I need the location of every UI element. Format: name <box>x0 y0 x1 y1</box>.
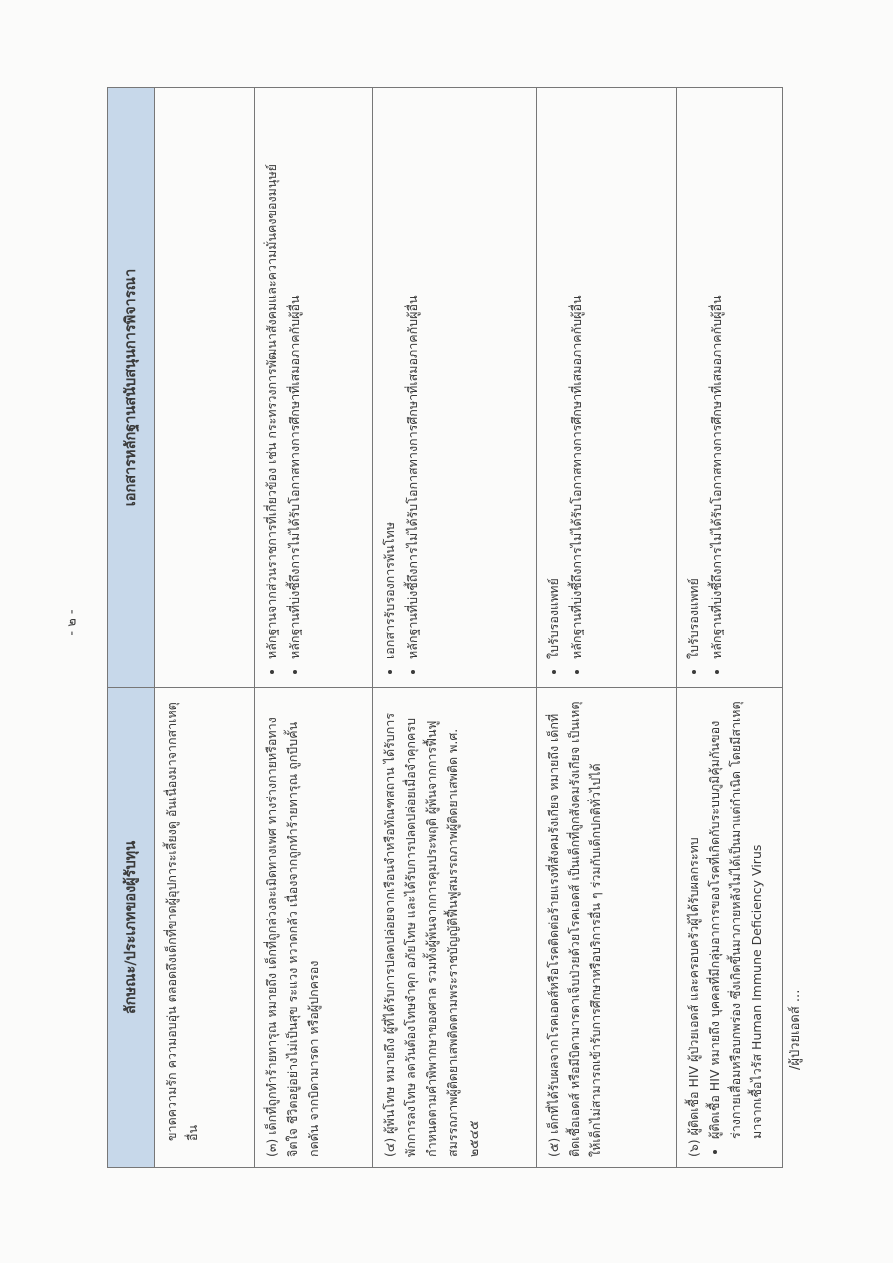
recipient-type-cell <box>677 688 783 1168</box>
recipient-type-cell <box>537 688 677 1168</box>
list-item: • หลักฐานที่บ่งชี้ถึงการไม่ได้รับโอกาสทางการศึกษาที่เสมอภาคกับผู้อื่น <box>402 98 423 659</box>
list-item: • ใบรับรองแพทย์ <box>683 98 704 659</box>
table-row <box>537 88 677 1168</box>
continuation-note: /ผู้ป่วยเอดส์ ... <box>788 989 803 1070</box>
eligibility-table-frame <box>107 88 783 1168</box>
documents-cell <box>537 88 677 688</box>
documents-list <box>683 98 727 677</box>
header-recipient-type: ลักษณะ/ประเภทของผู้รับทุน <box>108 688 155 1168</box>
documents-list <box>543 98 587 677</box>
recipient-type-text: (๔) ผู้พ้นโทษ หมายถึง ผู้ที่ได้รับการปลดปล่อยจากเรือนจำหรือทัณฑสถาน ได้รับการพักการลงโทษ ลดวันต้องโทษจำคุก อภัยโทษ และได้รับการปลดปล่อยเมื่อจำคุกครบกำหนดตามคำพิพากษาของศาล รวมทั้งผู้พ้นจากการคุมประพฤติ ผู้พ้นจากการฟื้นฟูสมรรถภาพผู้ติดยาเสพติดตามพระราชบัญญัติฟื้นฟูสมรรถภาพผู้ติดยาเสพติด พ.ศ. ๒๕๔๕ <box>382 712 481 1157</box>
table-header-row <box>108 88 155 1168</box>
recipient-type-text: (๕) เด็กที่ได้รับผลจากโรคเอดส์หรือโรคติดต่อร้ายแรงที่สังคมรังเกียจ หมายถึง เด็กที่ติดเชื้อเอดส์ หรือมีบิดามารดาเจ็บป่วยด้วยโรคเอดส์ เป็นเด็กที่ถูกสังคมรังเกียจ เป็นเหตุให้เด็กไม่สามารถเข้ารับการศึกษาหรือบริการอื่น ๆ ร่วมกับเด็กปกติทั่วไปได้ <box>546 701 603 1157</box>
list-item: • ใบรับรองแพทย์ <box>543 98 564 659</box>
recipient-type-bullets <box>704 698 767 1157</box>
list-item: • หลักฐานที่บ่งชี้ถึงการไม่ได้รับโอกาสทางการศึกษาที่เสมอภาคกับผู้อื่น <box>706 98 727 659</box>
documents-list <box>379 98 423 677</box>
recipient-type-cell <box>255 688 373 1168</box>
recipient-type-text: (๖) ผู้ติดเชื้อ HIV ผู้ป่วยเอดส์ และครอบครัวผู้ได้รับผลกระทบ <box>686 837 701 1157</box>
documents-cell <box>677 88 783 688</box>
list-item: • ผู้ติดเชื้อ HIV หมายถึง บุคคลที่มีกลุ่มอาการของโรคที่เกิดกับระบบภูมิคุ้มกันของร่างกายเสื่อมหรือบกพร่อง ซึ่งเกิดขึ้นมาภายหลังไม่ได้เป็นมาแต่กำเนิด โดยมีสาเหตุมาจากเชื้อไวรัส Human Immune Deficiency Virus <box>704 698 767 1139</box>
table-row <box>373 88 537 1168</box>
recipient-type-cell <box>373 688 537 1168</box>
page-number: - ๒ - <box>64 609 80 636</box>
recipient-type-cell <box>155 688 255 1168</box>
recipient-type-text: ขาดความรัก ความอบอุ่น ตลอดถึงเด็กที่ขาดผู้อุปการะเลี้ยงดู อันเนื่องมาจากสาเหตุอื่น <box>164 702 200 1141</box>
table-row <box>155 88 255 1168</box>
header-supporting-documents: เอกสารหลักฐานสนับสนุนการพิจารณา <box>108 88 155 688</box>
documents-list <box>261 98 305 677</box>
documents-cell <box>155 88 255 688</box>
documents-cell <box>373 88 537 688</box>
eligibility-table <box>107 87 783 1168</box>
table-row <box>255 88 373 1168</box>
recipient-type-text: (๓) เด็กที่ถูกทำร้ายทารุณ หมายถึง เด็กที่ถูกล่วงละเมิดทางเพศ ทางร่างกายหรือทางจิตใจ ชีวิตอยู่อย่างไม่เป็นสุข ระแวง หวาดกลัว เนื่องจากถูกทำร้ายทารุณ ถูกบีบคั้น กดดัน จากบิดามารดา หรือผู้ปกครอง <box>264 717 321 1157</box>
list-item: • หลักฐานที่บ่งชี้ถึงการไม่ได้รับโอกาสทางการศึกษาที่เสมอภาคกับผู้อื่น <box>284 98 305 659</box>
list-item: • หลักฐานที่บ่งชี้ถึงการไม่ได้รับโอกาสทางการศึกษาที่เสมอภาคกับผู้อื่น <box>566 98 587 659</box>
list-item: • หลักฐานจากส่วนราชการที่เกี่ยวข้อง เช่น กระทรวงการพัฒนาสังคมและความมั่นคงของมนุษย์ <box>261 98 282 659</box>
table-row <box>677 88 783 1168</box>
documents-cell <box>255 88 373 688</box>
list-item: • เอกสารรับรองการพ้นโทษ <box>379 98 400 659</box>
